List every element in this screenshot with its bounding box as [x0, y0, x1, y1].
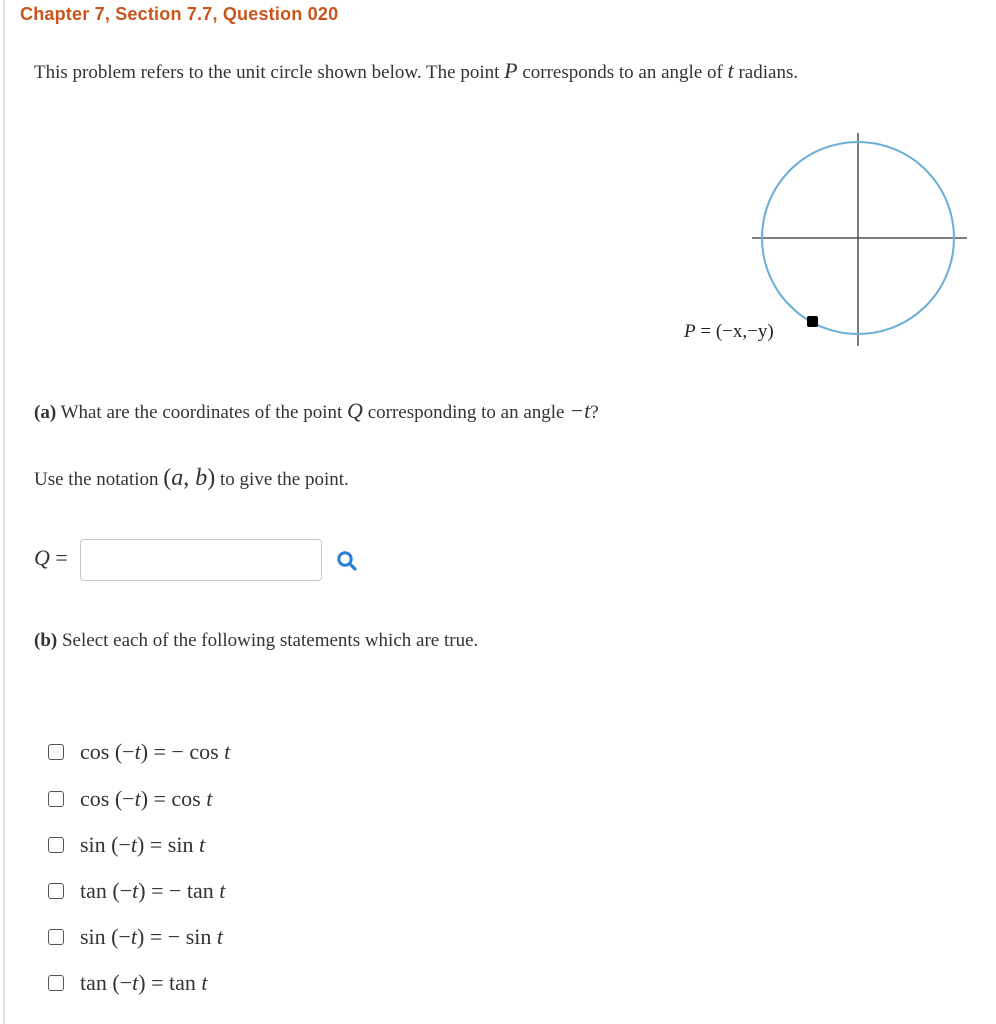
- left-border: [3, 0, 5, 1024]
- checkbox[interactable]: [48, 791, 64, 807]
- search-icon[interactable]: [336, 550, 358, 572]
- problem-statement: This problem refers to the unit circle shown below. The point P corresponds to an angle of t radians.: [34, 58, 799, 83]
- option-label: sin (−t) = − sin t: [80, 924, 223, 949]
- option-sin-neg-t-eq-sin-t[interactable]: [48, 830, 205, 860]
- question-title: Chapter 7, Section 7.7, Question 020: [20, 4, 339, 24]
- checkbox[interactable]: [48, 975, 64, 991]
- option-cos-neg-t-eq-neg-cos-t[interactable]: [48, 737, 230, 767]
- checkbox[interactable]: [48, 883, 64, 899]
- option-cos-neg-t-eq-cos-t[interactable]: [48, 784, 212, 814]
- angle-neg-t: −t: [569, 398, 591, 423]
- option-tan-neg-t-eq-tan-t[interactable]: [48, 968, 208, 998]
- unit-circle: [762, 142, 954, 334]
- checkbox[interactable]: [48, 837, 64, 853]
- checkbox[interactable]: [48, 929, 64, 945]
- option-label: cos (−t) = cos t: [80, 786, 213, 811]
- option-sin-neg-t-eq-neg-sin-t[interactable]: [48, 922, 223, 952]
- answer-label: Q =: [34, 545, 68, 570]
- var-t: t: [727, 58, 734, 83]
- answer-input[interactable]: [80, 539, 322, 581]
- var-p: P: [504, 58, 518, 83]
- part-b-question: (b) Select each of the following statements which are true.: [34, 630, 479, 651]
- option-label: sin (−t) = sin t: [80, 832, 206, 857]
- checkbox[interactable]: [48, 744, 64, 760]
- var-q: Q: [347, 398, 363, 423]
- option-tan-neg-t-eq-neg-tan-t[interactable]: [48, 876, 225, 906]
- point-p-marker: [807, 316, 818, 327]
- point-p-label: P = (−x,−y): [684, 321, 774, 342]
- option-label: tan (−t) = − tan t: [80, 878, 226, 903]
- option-label: tan (−t) = tan t: [80, 970, 208, 995]
- part-a-question: (a) What are the coordinates of the point Q corresponding to an angle −t?: [34, 398, 599, 423]
- option-label: cos (−t) = − cos t: [80, 739, 231, 764]
- notation-instruction: Use the notation (a, b) to give the point.: [34, 465, 349, 491]
- notation-math: (a, b): [163, 465, 216, 491]
